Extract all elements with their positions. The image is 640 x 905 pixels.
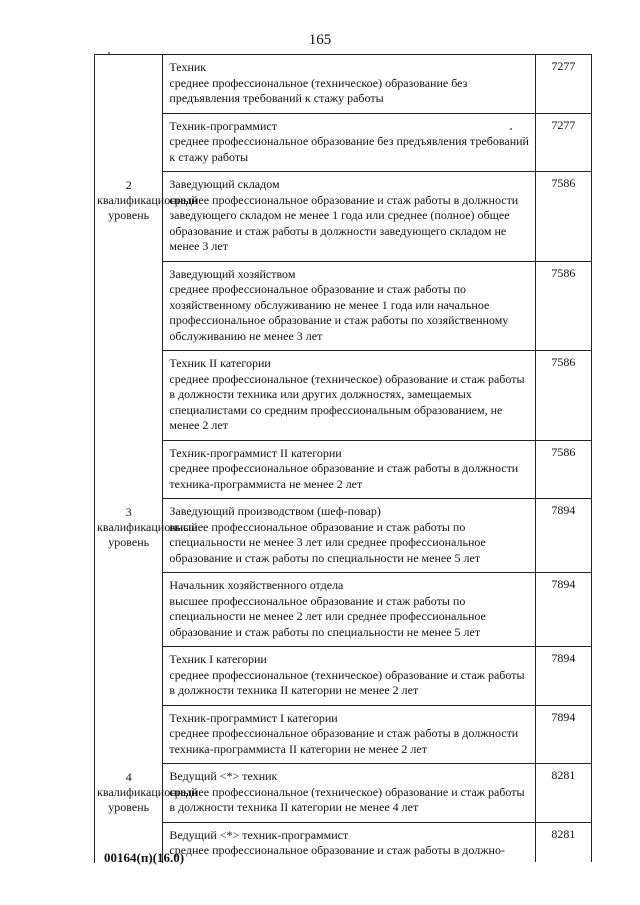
position-title: Заведующий складом xyxy=(169,177,280,191)
table-row xyxy=(95,113,592,172)
table-row xyxy=(95,647,592,706)
scan-speck xyxy=(108,52,110,54)
position-title: Техник II категории xyxy=(169,356,271,370)
position-title: Заведующий хозяйством xyxy=(169,266,296,281)
position-requirement: среднее профессиональное образование и стаж работы в должно- xyxy=(169,843,505,857)
position-requirement: среднее профессиональное (техническое) образование и стаж работы в должности техника или других должностях, замещаемых специалистами со средним профессиональным образованием, не менее 2 лет xyxy=(169,371,525,432)
scan-speck xyxy=(510,128,512,130)
position-requirement: среднее профессиональное (техническое) образование и стаж работы в должности техника II категории не менее 2 лет xyxy=(169,667,525,697)
document-code: 00164(п)(16.0) xyxy=(104,850,185,865)
qualification-level-cell xyxy=(95,764,198,863)
position-title: Заведующий производством (шеф-повар) xyxy=(169,504,381,518)
position-cell xyxy=(163,647,535,706)
salary-cell xyxy=(535,113,591,172)
position-cell xyxy=(163,113,535,172)
salary-cell xyxy=(535,822,591,862)
salary-value: 7277 xyxy=(551,117,576,132)
position-requirement: среднее профессиональное образование без предъявления требований к стажу работы xyxy=(169,134,529,164)
salary-value: 7277 xyxy=(551,59,576,73)
position-cell xyxy=(163,55,535,114)
position-cell xyxy=(163,705,535,764)
table-row xyxy=(95,172,592,262)
table-row xyxy=(95,705,592,764)
salary-cell xyxy=(535,499,591,573)
position-cell xyxy=(163,261,535,351)
position-requirement: среднее профессиональное образование и стаж работы в должности заведующего складом не менее 1 года или среднее (полное) общее образование и стаж работы в должности заведующего складом не менее 3 лет xyxy=(169,192,519,253)
position-title: Техник-программист xyxy=(169,118,277,133)
position-requirement: высшее профессиональное образование и стаж работы по специальности не менее 3 лет или среднее профессиональное образование и стаж работы по специальности не менее 5 лет xyxy=(169,519,486,565)
qualification-level-cell xyxy=(95,499,198,764)
salary-value: 7586 xyxy=(551,176,576,190)
position-requirement: среднее профессиональное (техническое) образование без предъявления требований к стажу работы xyxy=(169,75,468,105)
salary-cell xyxy=(535,172,591,262)
salary-value: 7586 xyxy=(551,444,576,459)
position-cell xyxy=(163,822,535,862)
salary-cell xyxy=(535,55,591,114)
qualification-level: 2 квалификационный уровень xyxy=(97,178,198,222)
qualification-level-cell xyxy=(95,55,163,172)
salary-value: 7894 xyxy=(551,709,576,724)
table-row xyxy=(95,55,592,114)
position-requirement: среднее профессиональное образование и стаж работы в должности техника-программиста не менее 2 лет xyxy=(169,461,519,491)
salary-cell xyxy=(535,440,591,499)
salary-cell xyxy=(535,764,591,823)
salary-value: 7586 xyxy=(551,355,576,369)
page-number: 165 xyxy=(308,32,332,48)
position-cell xyxy=(163,440,535,499)
qualification-level xyxy=(95,55,162,61)
position-requirement: среднее профессиональное образование и стаж работы по хозяйственному обслуживанию не менее 1 года или начальное профессиональное образование и стаж работы по хозяйственному обслуживанию не менее 3 лет xyxy=(169,282,509,343)
table-row xyxy=(95,351,592,441)
salary-value: 7894 xyxy=(551,651,576,665)
qualification-level-cell xyxy=(95,172,198,499)
position-title: Техник I категории xyxy=(169,652,267,666)
position-requirement: среднее профессиональное образование и стаж работы в должности техника-программиста II категории не менее 2 лет xyxy=(169,726,519,756)
salary-cell xyxy=(535,705,591,764)
table-row xyxy=(95,440,592,499)
position-title: Ведущий <*> техник xyxy=(169,769,278,783)
table-row xyxy=(95,261,592,351)
position-cell xyxy=(163,499,535,573)
qualification-level: 4 квалификационный уровень xyxy=(97,770,198,814)
qualification-level: 3 квалификационный уровень xyxy=(97,505,198,549)
salary-cell xyxy=(535,647,591,706)
salary-value: 7894 xyxy=(551,503,576,517)
table-row xyxy=(95,573,592,647)
position-title: Начальник хозяйственного отдела xyxy=(169,578,344,592)
salary-cell xyxy=(535,261,591,351)
position-title: Техник-программист II категории xyxy=(169,445,342,460)
salary-value: 8281 xyxy=(551,768,576,782)
salary-value: 7586 xyxy=(551,265,576,280)
position-cell xyxy=(163,573,535,647)
position-cell xyxy=(163,351,535,441)
qualification-table xyxy=(94,54,592,863)
position-title: Техник xyxy=(169,60,207,74)
position-cell xyxy=(163,172,535,262)
position-requirement: среднее профессиональное (техническое) образование и стаж работы в должности техника II категории не менее 4 лет xyxy=(169,784,525,814)
table-row xyxy=(95,499,592,573)
salary-value: 8281 xyxy=(551,826,576,841)
table-row xyxy=(95,764,592,823)
salary-value: 7894 xyxy=(551,577,576,591)
position-requirement: высшее профессиональное образование и стаж работы по специальности не менее 2 лет или среднее профессиональное образование и стаж работы по специальности не менее 5 лет xyxy=(169,593,486,639)
salary-cell xyxy=(535,573,591,647)
salary-cell xyxy=(535,351,591,441)
position-title: Техник-программист I категории xyxy=(169,710,338,725)
position-title: Ведущий <*> техник-программист xyxy=(169,827,349,842)
position-cell xyxy=(163,764,535,823)
